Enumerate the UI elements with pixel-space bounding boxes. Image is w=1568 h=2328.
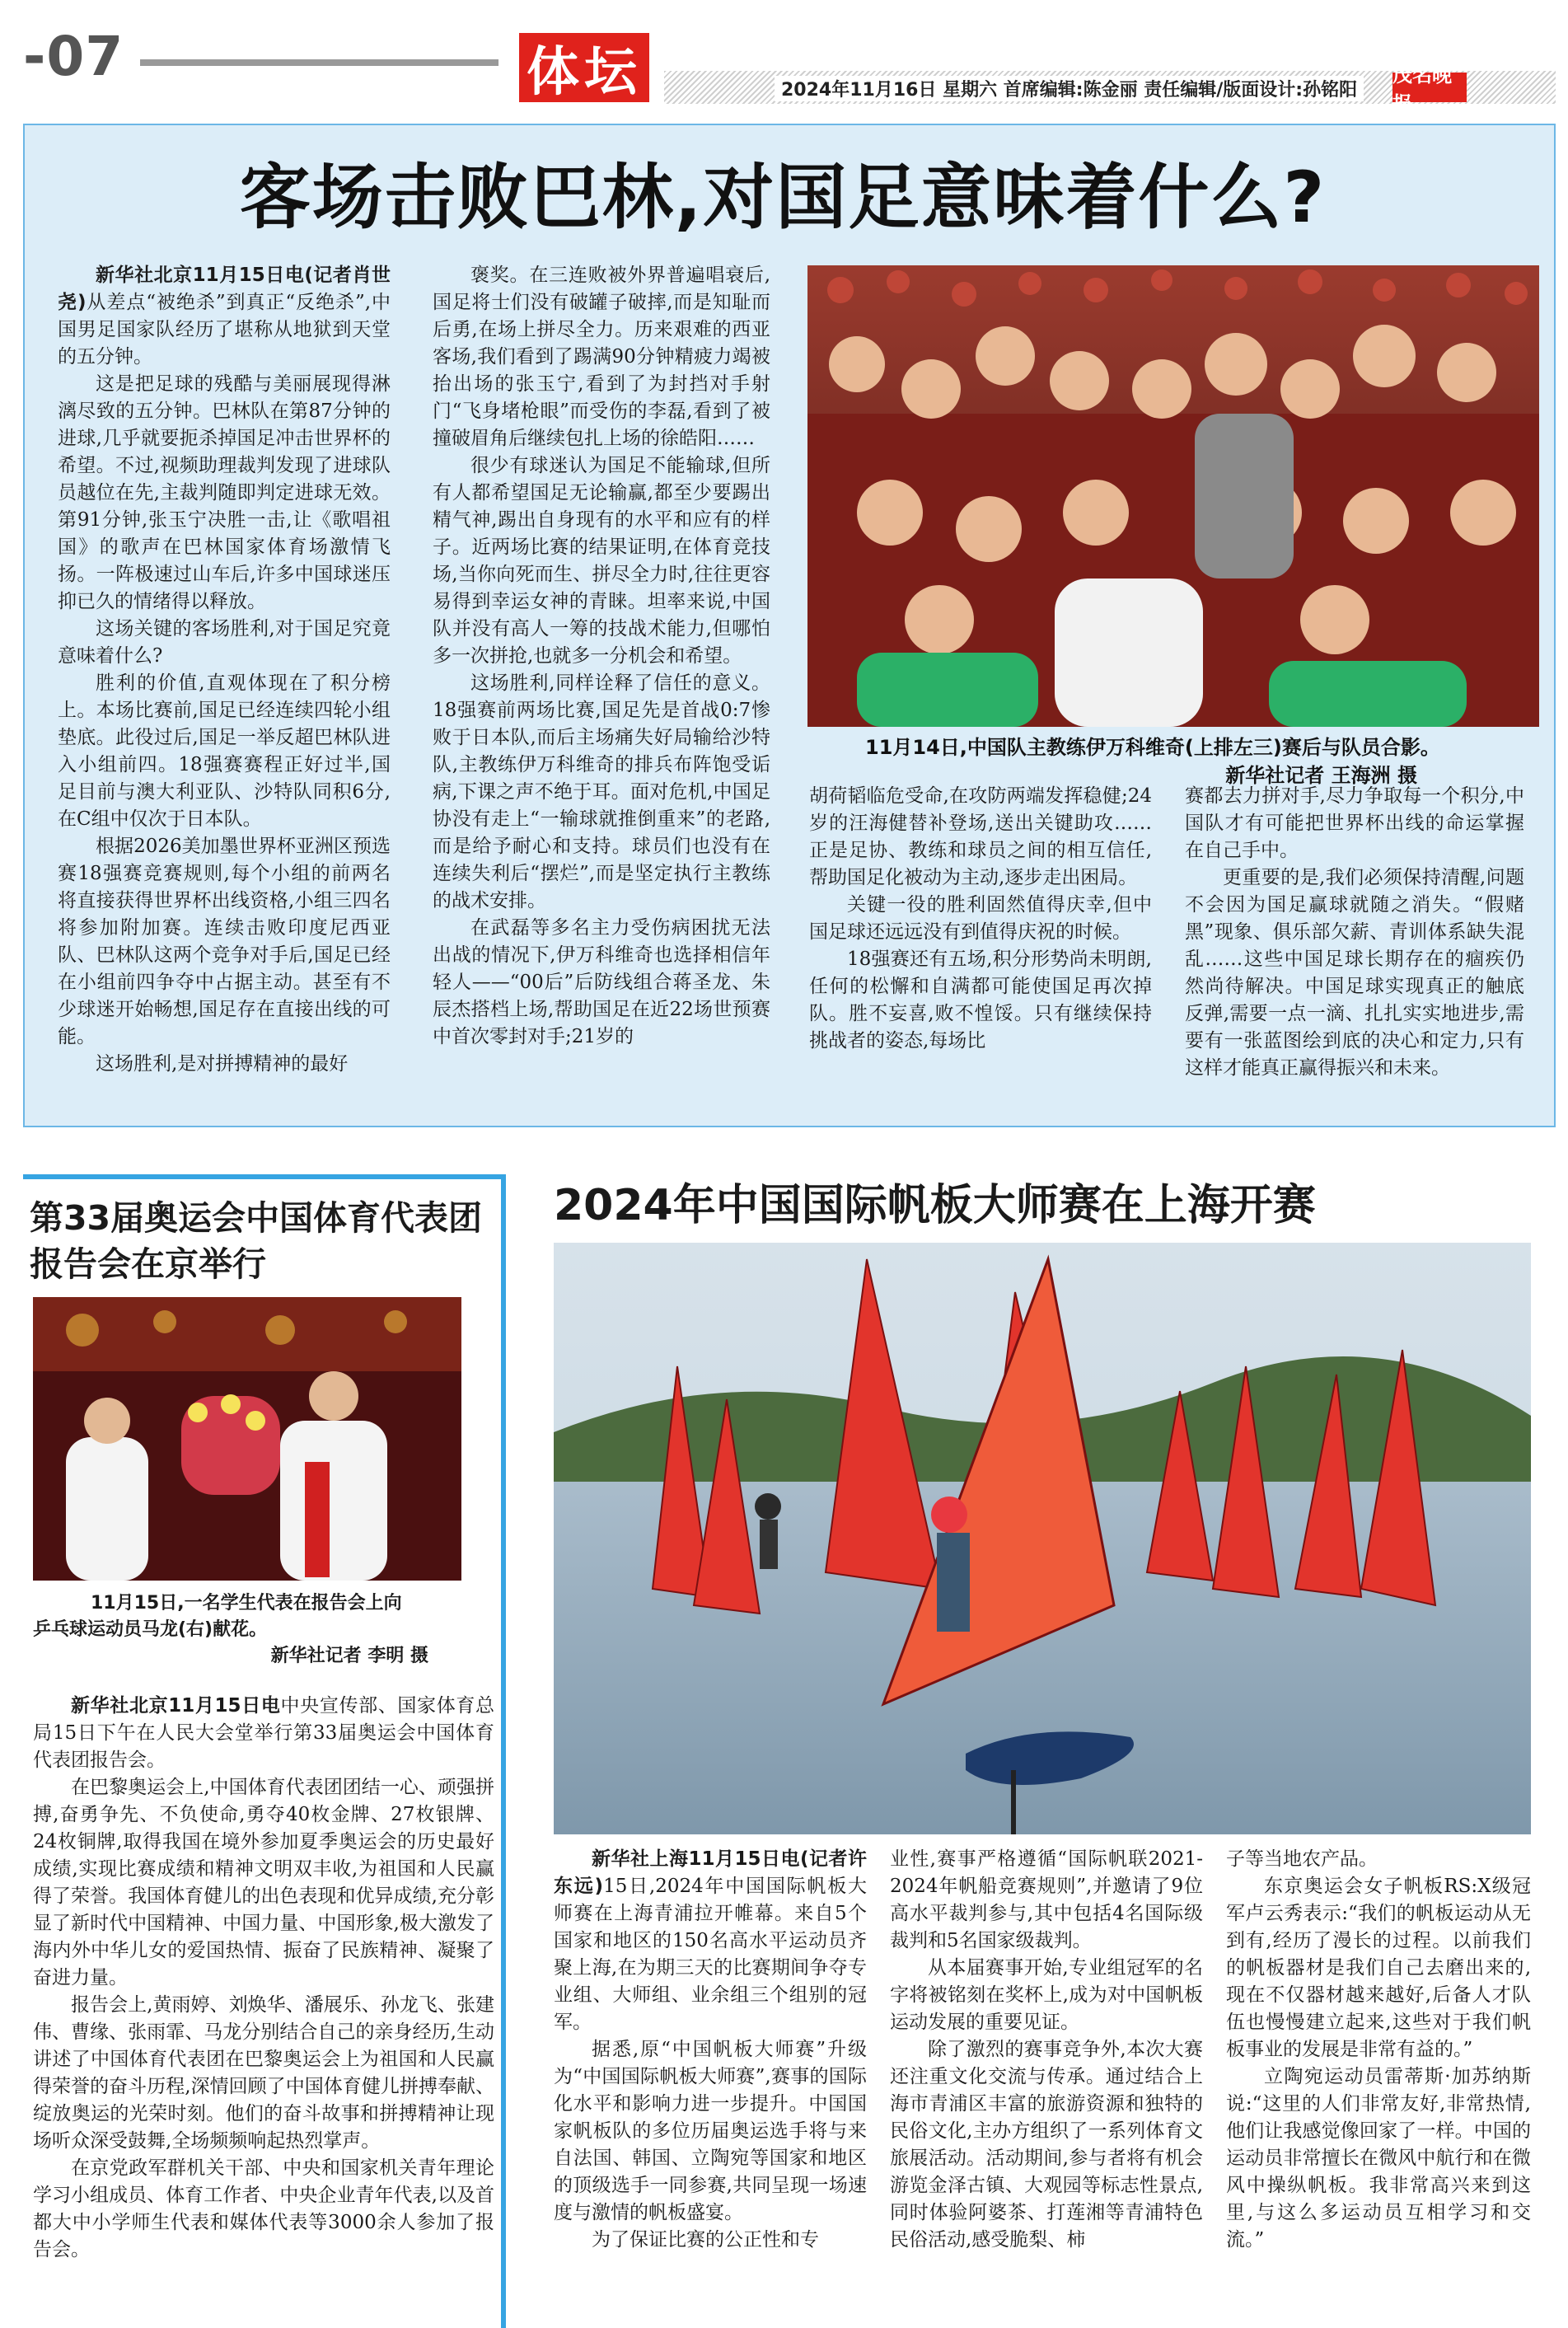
- dateline: 新华社上海11月15日电(记者许东远): [554, 1848, 867, 1897]
- windsurf-illustration: [554, 1243, 1531, 1834]
- right-story-column-3: [1226, 1846, 1531, 2254]
- top-story-title: 客场击败巴林,对国足意味着什么?: [239, 157, 1327, 239]
- paragraph: [58, 1051, 391, 1078]
- paragraph-text: 为了保证比赛的公正性和专: [592, 2229, 819, 2251]
- paragraph-text: 更重要的是,我们必须保持清醒,问题不会因为国足赢球就随之消失。“假赌黑”现象、俱乐部欠薪、青训体系缺失混乱……这些中国足球长期存在的痼疾仍然尚待解决。中国足球实现真正的触底反弹,需要一点一滴、扎扎实实地进步,需要有一张蓝图绘到底的决心和定力,只有这样才能真正赢得振兴和未来。: [1185, 867, 1524, 1079]
- paragraph: [1226, 2063, 1531, 2254]
- paragraph: [33, 1774, 494, 1992]
- paragraph: [58, 616, 391, 670]
- paragraph: [1185, 783, 1524, 864]
- page-number: -07: [23, 25, 124, 88]
- paragraph: [433, 670, 770, 915]
- dateline: 新华社北京11月15日电(记者肖世尧): [58, 265, 391, 313]
- paragraph: [554, 1846, 867, 2036]
- paragraph: [433, 915, 770, 1051]
- paragraph: [809, 892, 1152, 946]
- paragraph: [33, 1693, 494, 1774]
- paragraph-text: 立陶宛运动员雷蒂斯·加苏纳斯说:“这里的人们非常友好,非常热情,他们让我感觉像回家了一样。中国的运动员非常擅长在微风中航行和在微风中操纵帆板。我非常高兴来到这里,与这么多运动员互相学习和交流。”: [1226, 2066, 1531, 2251]
- paragraph: [1226, 1873, 1531, 2063]
- paragraph-text: 褒奖。在三连败被外界普遍唱衰后,国足将士们没有破罐子破摔,而是知耻而后勇,在场上拼尽全力。历来艰难的西亚客场,我们看到了踢满90分钟精疲力竭被抬出场的张玉宁,看到了为封挡对手射门“飞身堵枪眼”而受伤的李磊,看到了被撞破眉角后继续包扎上场的徐皓阳……: [433, 265, 770, 449]
- paragraph: [890, 2036, 1203, 2254]
- paragraph: [33, 2155, 494, 2264]
- paragraph: [433, 452, 770, 670]
- paragraph-text: 这场关键的客场胜利,对于国足究竟意味着什么?: [58, 618, 391, 667]
- right-story-column-2: [890, 1846, 1203, 2254]
- paragraph-text: 根据2026美加墨世界杯亚洲区预选赛18强赛竞赛规则,每个小组的前两名将直接获得世界杯出线资格,小组三四名将参加附加赛。连续击败印度尼西亚队、巴林队这两个竞争对手后,国足已经在小组前四争夺中占据主动。甚至有不少球迷开始畅想,国足存在直接出线的可能。: [58, 836, 391, 1047]
- paragraph-text: 从本届赛事开始,专业组冠军的名字将被铭刻在奖杯上,成为对中国帆板运动发展的重要见证。: [890, 1957, 1203, 2033]
- windsurf-photo: [554, 1243, 1531, 1834]
- paragraph-text: 15日,2024年中国国际帆板大师赛在上海青浦拉开帷幕。来自5个国家和地区的150名高水平运动员齐聚上海,在为期三天的比赛期间争夺专业组、大师组、业余组三个组别的冠军。: [554, 1876, 867, 2033]
- paragraph-text: 从差点“被绝杀”到真正“反绝杀”,中国男足国家队经历了堪称从地狱到天堂的五分钟。: [58, 292, 391, 368]
- paragraph: [58, 833, 391, 1051]
- paragraph: [890, 1846, 1203, 1955]
- team-photo: [807, 265, 1539, 727]
- paragraph: [1226, 1846, 1531, 1873]
- team-photo-illustration: [807, 265, 1539, 727]
- left-story-title: 第33届奥运会中国体育代表团报告会在京举行: [30, 1198, 483, 1284]
- olympic-report-caption: [33, 1590, 478, 1670]
- paragraph: [58, 262, 391, 371]
- top-story-column-2: [433, 262, 770, 1051]
- paragraph-text: 赛都去力拼对手,尽力争取每一个积分,中国队才有可能把世界杯出线的命运掌握在自己手中。: [1185, 785, 1524, 861]
- paragraph-text: 中央宣传部、国家体育总局15日下午在人民大会堂举行第33届奥运会中国体育代表团报告会。: [33, 1695, 495, 1771]
- newspaper-logo: 茂名晚报: [1392, 73, 1467, 102]
- paragraph: [890, 1955, 1203, 2036]
- top-story-column-1: [58, 262, 391, 1078]
- paragraph-text: 报告会上,黄雨婷、刘焕华、潘展乐、孙龙飞、张建伟、曹缘、张雨霏、马龙分别结合自己的亲身经历,生动讲述了中国体育代表团在巴黎奥运会上为祖国和人民赢得荣誉的奋斗历程,深情回顾了中国体育健儿拼搏奉献、绽放奥运的光荣时刻。他们的奋斗故事和拼搏精神让现场听众深受鼓舞,全场频频响起热烈掌声。: [33, 1994, 494, 2152]
- paragraph: [554, 2036, 867, 2227]
- paragraph: [58, 670, 391, 833]
- olympic-photo-credit: 新华社记者 李明 摄: [270, 1646, 428, 1666]
- dateline: 新华社北京11月15日电: [71, 1695, 281, 1717]
- paragraph: [433, 262, 770, 452]
- paragraph-text: 在巴黎奥运会上,中国体育代表团团结一心、顽强拼搏,奋勇争先、不负使命,勇夺40枚金牌、27枚银牌、24枚铜牌,取得我国在境外参加夏季奥运会的历史最好成绩,实现比赛成绩和精神文明双丰收,为祖国和人民赢得了荣誉。我国体育健儿的出色表现和优异成绩,充分彰显了新时代中国精神、中国力量、中国形象,极大激发了海内外中华儿女的爱国热情、振奋了民族精神、凝聚了奋进力量。: [33, 1777, 494, 1988]
- paragraph: [809, 783, 1152, 892]
- paragraph-text: 这场胜利,是对拼搏精神的最好: [96, 1053, 349, 1075]
- right-story-title: 2024年中国国际帆板大师赛在上海开赛: [554, 1181, 1316, 1230]
- olympic-report-illustration: [33, 1297, 461, 1581]
- paragraph-text: 子等当地农产品。: [1226, 1848, 1378, 1870]
- header-rule: [140, 59, 498, 66]
- left-story-body: [33, 1693, 494, 2264]
- paragraph: [809, 946, 1152, 1055]
- paragraph-text: 18强赛还有五场,积分形势尚未明朗,任何的松懈和自满都可能使国足再次掉队。胜不妄喜,败不惶馁。只有继续保持挑战者的姿态,每场比: [809, 949, 1152, 1052]
- paragraph-text: 业性,赛事严格遵循“国际帆联2021-2024年帆船竞赛规则”,并邀请了9位高水平裁判参与,其中包括4名国际级裁判和5名国家级裁判。: [890, 1848, 1203, 1951]
- olympic-report-photo: [33, 1297, 461, 1581]
- paragraph-text: 在武磊等多名主力受伤病困扰无法出战的情况下,伊万科维奇也选择相信年轻人——“00后”后防线组合蒋圣龙、朱辰杰搭档上场,帮助国足在近22场世预赛中首次零封对手;21岁的: [433, 917, 770, 1047]
- paragraph-text: 胡荷韬临危受命,在攻防两端发挥稳健;24岁的汪海健替补登场,送出关键助攻……正是足协、教练和球员之间的相互信任,帮助国足化被动为主动,逐步走出困局。: [809, 785, 1152, 888]
- section-label: 体坛: [519, 33, 649, 102]
- team-photo-caption: [816, 733, 1541, 789]
- paragraph-text: 据悉,原“中国帆板大师赛”升级为“中国国际帆板大师赛”,赛事的国际化水平和影响力进一步提升。中国国家帆板队的多位历届奥运选手将与来自法国、韩国、立陶宛等国家和地区的顶级选手一同参赛,共同呈现一场速度与激情的帆板盛宴。: [554, 2039, 867, 2223]
- paragraph: [1185, 864, 1524, 1082]
- paragraph-text: 这是把足球的残酷与美丽展现得淋漓尽致的五分钟。巴林队在第87分钟的进球,几乎就要扼杀掉国足冲击世界杯的希望。不过,视频助理裁判发现了进球队员越位在先,主裁判随即判定进球无效。第91分钟,张玉宁决胜一击,让《歌唱祖国》的歌声在巴林国家体育场激情飞扬。一阵极速过山车后,许多中国球迷压抑已久的情绪得以释放。: [58, 373, 391, 612]
- paragraph: [554, 2227, 867, 2254]
- paragraph-text: 很少有球迷认为国足不能输球,但所有人都希望国足无论输赢,都至少要踢出精气神,踢出自身现有的水平和应有的样子。近两场比赛的结果证明,在体育竞技场,当你向死而生、拼尽全力时,往往更容易得到幸运女神的青睐。坦率来说,中国队并没有高人一筹的技战术能力,但哪怕多一次拼抢,也就多一分机会和希望。: [433, 455, 770, 667]
- team-photo-caption-text: 11月14日,中国队主教练伊万科维奇(上排左三)赛后与队员合影。: [865, 736, 1440, 759]
- paragraph-text: 东京奥运会女子帆板RS:X级冠军卢云秀表示:“我们的帆板运动从无到有,经历了漫长的过程。以前我们的帆板器材是我们自己去磨出来的,现在不仅器材越来越好,后备人才队伍也慢慢建立起来,这些对于我们帆板事业的发展是非常有益的。”: [1226, 1876, 1531, 2060]
- olympic-caption-line-2: 乒乓球运动员马龙(右)献花。: [33, 1619, 268, 1640]
- paragraph-text: 除了激烈的赛事竞争外,本次大赛还注重文化交流与传承。通过结合上海市青浦区丰富的旅游资源和独特的民俗文化,主办方组织了一系列体育文旅展活动。活动期间,参与者将有机会游览金泽古镇、大观园等标志性景点,同时体验阿婆茶、打莲湘等青浦特色民俗活动,感受脆梨、柿: [890, 2039, 1203, 2251]
- olympic-caption-line-1: 11月15日,一名学生代表在报告会上向: [91, 1593, 402, 1614]
- paragraph: [33, 1992, 494, 2155]
- paragraph-text: 关键一役的胜利固然值得庆幸,但中国足球还远远没有到值得庆祝的时候。: [809, 894, 1152, 943]
- issue-info: 2024年11月16日 星期六 首席编辑:陈金丽 责任编辑/版面设计:孙铭阳: [775, 76, 1364, 101]
- right-story-column-1: [554, 1846, 867, 2254]
- top-story-column-4: [1185, 783, 1524, 1082]
- paragraph: [58, 371, 391, 616]
- paragraph-text: 胜利的价值,直观体现在了积分榜上。本场比赛前,国足已经连续四轮小组垫底。此役过后,国足一举反超巴林队进入小组前四。18强赛赛程正好过半,国足目前与澳大利亚队、沙特队同积6分,在C组中仅次于日本队。: [58, 672, 391, 830]
- left-story-top-border: [23, 1174, 506, 1179]
- top-story-column-3: [809, 783, 1152, 1055]
- paragraph-text: 在京党政军群机关干部、中央和国家机关青年理论学习小组成员、体育工作者、中央企业青年代表,以及首都大中小学师生代表和媒体代表等3000余人参加了报告会。: [33, 2157, 494, 2260]
- team-photo-credit: 新华社记者 王海洲 摄: [1225, 764, 1417, 787]
- paragraph-text: 这场胜利,同样诠释了信任的意义。18强赛前两场比赛,国足先是首战0:7惨败于日本队,而后主场痛失好局输给沙特队,主教练伊万科维奇的排兵布阵饱受诟病,下课之声不绝于耳。面对危机,中国足协没有走上“一输球就推倒重来”的老路,而是给予耐心和支持。球员们也没有在连续失利后“摆烂”,而是坚定执行主教练的战术安排。: [433, 672, 770, 911]
- left-story-side-border: [501, 1174, 506, 2328]
